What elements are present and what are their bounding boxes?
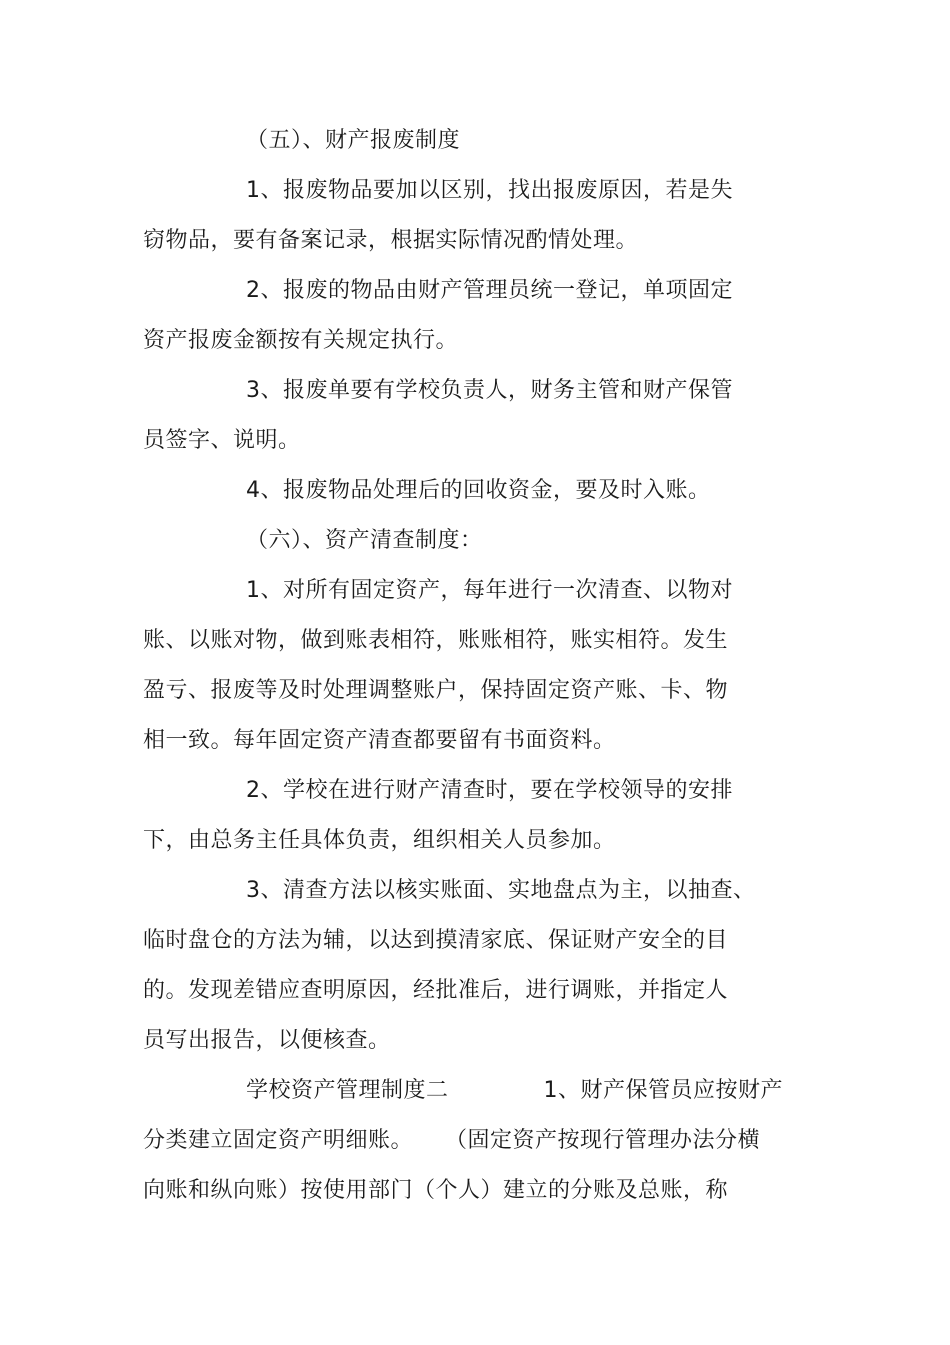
document-subtitle: 学校资产管理制度二 — [246, 1078, 449, 1103]
text-line: 2、报废的物品由财产管理员统一登记，单项固定 — [246, 278, 733, 303]
document-subtitle-line — [246, 1076, 783, 1106]
section-heading-scrap: （五）、财产报废制度 — [246, 128, 461, 153]
text-line: 1、对所有固定资产，每年进行一次清查、以物对 — [246, 578, 733, 603]
text-segment: 1、财产保管员应按财产 — [543, 1078, 784, 1103]
text-line: 临时盘仓的方法为辅，以达到摸清家底、保证财产安全的目 — [143, 928, 729, 953]
text-line: 的。发现差错应查明原因，经批准后，进行调账，并指定人 — [143, 978, 729, 1003]
text-line: 员写出报告，以便核查。 — [143, 1028, 391, 1053]
text-line: 员签字、说明。 — [143, 428, 301, 453]
text-line: 资产报废金额按有关规定执行。 — [143, 328, 459, 353]
section-heading-inventory: （六）、资产清查制度： — [246, 528, 483, 553]
text-line: 向账和纵向账）按使用部门（个人）建立的分账及总账，称 — [143, 1178, 729, 1203]
text-line: 4、报废物品处理后的回收资金，要及时入账。 — [246, 478, 711, 503]
text-line: 3、清查方法以核实账面、实地盘点为主，以抽查、 — [246, 878, 756, 903]
text-line: 窃物品，要有备案记录，根据实际情况酌情处理。 — [143, 228, 639, 253]
text-segment: 分类建立固定资产明细账。 — [143, 1128, 414, 1153]
text-line: 2、学校在进行财产清查时，要在学校领导的安排 — [246, 778, 733, 803]
text-line: 1、报废物品要加以区别，找出报废原因，若是失 — [246, 178, 733, 203]
text-line: 下，由总务主任具体负责，组织相关人员参加。 — [143, 828, 616, 853]
text-line: 3、报废单要有学校负责人，财务主管和财产保管 — [246, 378, 733, 403]
text-line — [143, 1126, 760, 1156]
text-line: 盈亏、报废等及时处理调整账户，保持固定资产账、卡、物 — [143, 678, 729, 703]
text-line: 账、以账对物，做到账表相符，账账相符，账实相符。发生 — [143, 628, 729, 653]
text-line: 相一致。每年固定资产清查都要留有书面资料。 — [143, 728, 616, 753]
text-segment: （固定资产按现行管理办法分横 — [445, 1128, 761, 1153]
